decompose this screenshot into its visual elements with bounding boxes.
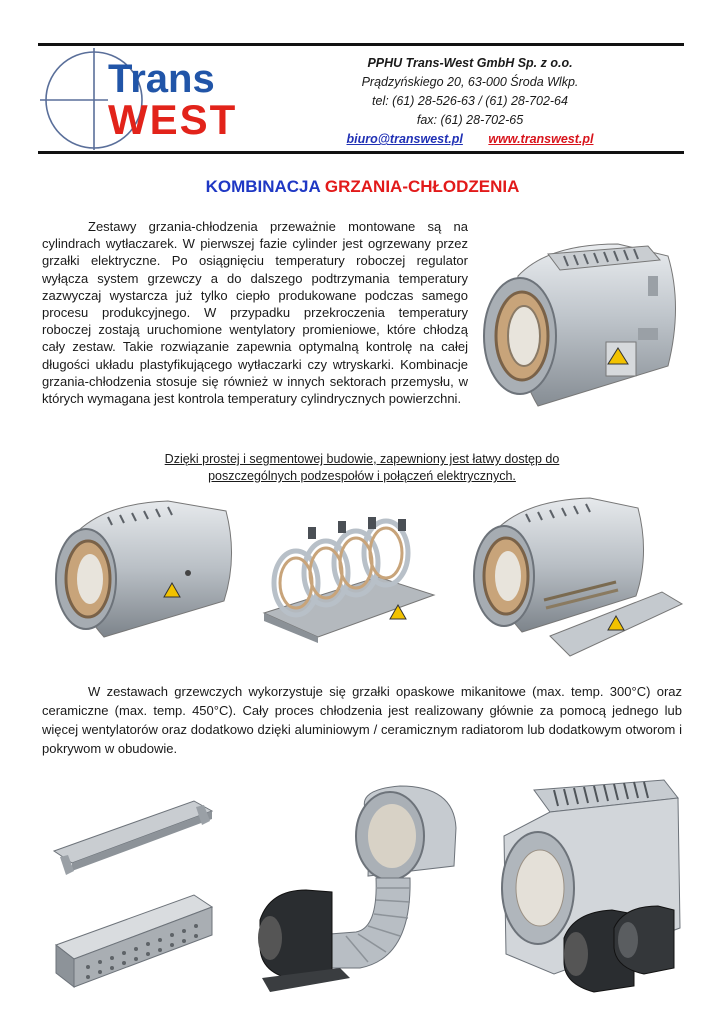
company-fax: fax: (61) 28-702-65 <box>416 113 524 127</box>
header-rule-bottom <box>38 151 684 154</box>
segment-caption: Dzięki prostej i segmentowej budowie, zapewniony jest łatwy dostęp do poszczególnych podzespołów i połączeń elektrycznych. <box>164 452 560 483</box>
open-segments-photo <box>258 517 438 643</box>
company-links <box>300 130 640 149</box>
title-part-1: KOMBINACJA <box>205 177 321 196</box>
page-title <box>0 177 725 197</box>
website-link[interactable]: www.transwest.pl <box>488 132 594 146</box>
email-link[interactable]: biuro@transwest.pl <box>346 132 463 146</box>
company-info <box>300 54 640 149</box>
intro-paragraph: Zestawy grzania-chłodzenia przeważnie montowane są na cylindrach wytłaczarek. W pierwszej fazie cylinder jest ogrzewany przez grzałki elektryczne. Po osiągnięciu temperatury roboczej regulator wyłącza system grzewczy a do dalszego podtrzymania temperatury zazwyczaj wystarcza już tylko ciepło produkowane podczas samego procesu produkcyjnego. W przypadku przekroczenia temperatury roboczej zostają uruchomione wentylatory promieniowe, które chłodzą cały zestaw. Takie rozwiązanie zapewnia optymalną kontrolę na całej długości układu plastyfikującego wytłaczarki czy wtryskarki. Kombinacje grzania-chłodzenia stosuje się również w innych sektorach przemysłu, w których wymagana jest kontrola temperatury cylindrycznych powierzchni. <box>42 219 468 407</box>
blower-with-duct-photo <box>240 778 476 1006</box>
components-paragraph: W zestawach grzewczych wykorzystuje się grzałki opaskowe mikanitowe (max. temp. 300°C) oraz ceramiczne (max. temp. 450°C). Cały proces chłodzenia jest realizowany głównie za pomocą jednego lub więcej wentylatorów oraz dodatkowo dzięki aluminiowym / ceramicznym radiatorom lub dodatkowym otworom i pokrywom w obudowie. <box>42 684 682 756</box>
radiator-parts-photo <box>44 797 214 1007</box>
open-cover-photo <box>466 496 686 664</box>
company-tel: tel: (61) 28-526-63 / (61) 28-702-64 <box>372 94 568 108</box>
company-logo <box>38 48 268 150</box>
logo-text-trans: Trans <box>108 57 215 101</box>
logo-text-west: WEST <box>108 96 238 143</box>
closed-unit-photo <box>48 497 238 643</box>
title-part-2: GRZANIA-CHŁODZENIA <box>324 177 520 196</box>
ventilated-unit-photo <box>494 778 684 1006</box>
company-address: Prądzyńskiego 20, 63-000 Środa Wlkp. <box>361 75 579 89</box>
company-name: PPHU Trans-West GmbH Sp. z o.o. <box>367 56 573 70</box>
heater-cooler-unit-photo <box>478 236 684 414</box>
header-rule-top <box>38 43 684 46</box>
